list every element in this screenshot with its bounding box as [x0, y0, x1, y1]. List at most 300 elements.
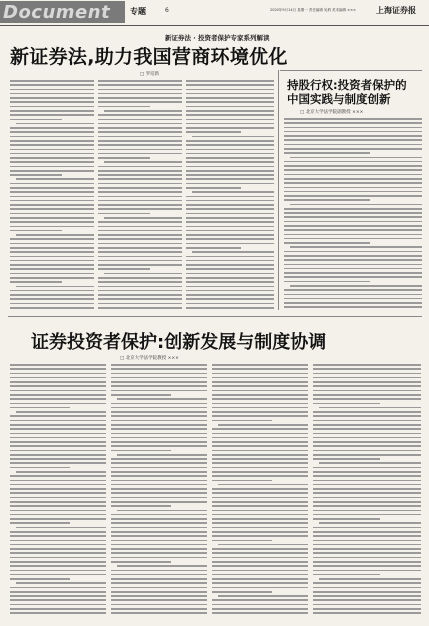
- text-line: [10, 273, 94, 275]
- text-line: [212, 415, 308, 417]
- text-line: [186, 230, 274, 232]
- text-line: [313, 428, 421, 430]
- text-line: [284, 259, 422, 261]
- text-line: [284, 182, 422, 184]
- text-line: [111, 518, 207, 520]
- text-line: [313, 531, 421, 533]
- text-line: [186, 247, 241, 249]
- text-line: [313, 403, 380, 405]
- text-line: [10, 298, 94, 300]
- text-line: [186, 84, 274, 86]
- text-line: [98, 286, 182, 288]
- text-line: [10, 238, 94, 240]
- text-line: [313, 552, 421, 554]
- text-line: [313, 450, 421, 452]
- text-line: [313, 364, 421, 366]
- text-line: [284, 242, 370, 244]
- text-line: [212, 407, 308, 409]
- text-line: [10, 89, 94, 91]
- text-line: [98, 221, 182, 223]
- text-line: [111, 557, 207, 559]
- text-line: [111, 522, 207, 524]
- text-line: [98, 114, 182, 116]
- text-line: [10, 84, 94, 86]
- text-line: [212, 522, 308, 524]
- text-line: [212, 505, 308, 507]
- text-line: [186, 127, 274, 129]
- text-line: [10, 221, 94, 223]
- text-line: [284, 225, 422, 227]
- text-line: [313, 488, 421, 490]
- text-line: [98, 131, 182, 133]
- text-line: [313, 544, 421, 546]
- text-line: [313, 385, 421, 387]
- text-line: [10, 544, 106, 546]
- text-line: [10, 208, 94, 210]
- text-line: [111, 420, 207, 422]
- text-line: [98, 208, 182, 210]
- text-line: [111, 492, 207, 494]
- text-line: [98, 247, 182, 249]
- text-line: [186, 200, 274, 202]
- text-line: [10, 514, 106, 516]
- text-line: [10, 390, 106, 392]
- text-line: [10, 217, 94, 219]
- text-line: [212, 467, 308, 469]
- text-line: [284, 178, 422, 180]
- text-line: [10, 570, 106, 572]
- text-line: [10, 303, 94, 305]
- text-line: [98, 97, 182, 99]
- text-line: [111, 548, 207, 550]
- text-line: [111, 591, 207, 593]
- text-line: [313, 415, 421, 417]
- text-line: [10, 166, 94, 168]
- text-line: [111, 407, 207, 409]
- text-line: [10, 518, 106, 520]
- text-line: [10, 251, 94, 253]
- text-line: [212, 488, 308, 490]
- text-line: [111, 377, 207, 379]
- text-line: [313, 467, 421, 469]
- text-line: [104, 161, 182, 163]
- text-line: [10, 398, 106, 400]
- text-line: [313, 565, 421, 567]
- text-line: [313, 458, 380, 460]
- text-line: [111, 540, 207, 542]
- text-line: [111, 394, 171, 396]
- right-article-body: [284, 118, 422, 312]
- text-line: [313, 480, 421, 482]
- text-line: [16, 286, 94, 288]
- text-line: [10, 501, 106, 503]
- text-line: [10, 131, 94, 133]
- text-line: [192, 136, 274, 138]
- main-article-column: [186, 80, 274, 312]
- text-line: [212, 471, 308, 473]
- text-line: [16, 471, 106, 473]
- text-line: [98, 157, 150, 159]
- text-line: [186, 174, 274, 176]
- text-line: [10, 149, 94, 151]
- text-line: [10, 578, 70, 580]
- text-line: [313, 475, 421, 477]
- text-line: [319, 522, 421, 524]
- text-line: [313, 484, 421, 486]
- text-line: [186, 101, 274, 103]
- text-line: [111, 578, 207, 580]
- text-line: [313, 510, 421, 512]
- text-line: [111, 467, 207, 469]
- text-line: [111, 574, 207, 576]
- text-line: [111, 368, 207, 370]
- text-line: [212, 591, 272, 593]
- text-line: [212, 535, 308, 537]
- text-line: [313, 518, 380, 520]
- text-line: [212, 531, 308, 533]
- text-line: [186, 238, 274, 240]
- text-line: [212, 540, 272, 542]
- text-line: [313, 377, 421, 379]
- text-line: [212, 445, 308, 447]
- text-line: [313, 390, 421, 392]
- text-line: [313, 501, 421, 503]
- text-line: [186, 119, 274, 121]
- text-line: [111, 514, 207, 516]
- text-line: [98, 251, 182, 253]
- text-line: [212, 373, 308, 375]
- text-line: [98, 264, 182, 266]
- text-line: [111, 373, 207, 375]
- text-line: [10, 548, 106, 550]
- text-line: [313, 561, 421, 563]
- text-line: [98, 178, 182, 180]
- text-line: [111, 433, 207, 435]
- text-line: [98, 174, 182, 176]
- text-line: [284, 216, 422, 218]
- text-line: [186, 290, 274, 292]
- text-line: [111, 582, 207, 584]
- text-line: [284, 148, 422, 150]
- text-line: [313, 505, 421, 507]
- text-line: [10, 385, 106, 387]
- text-line: [212, 492, 308, 494]
- text-line: [212, 475, 308, 477]
- text-line: [186, 153, 274, 155]
- bottom-article-column: [212, 364, 308, 620]
- text-line: [10, 433, 106, 435]
- text-line: [319, 462, 421, 464]
- text-line: [284, 238, 422, 240]
- text-line: [212, 527, 308, 529]
- text-line: [212, 518, 308, 520]
- text-line: [313, 557, 421, 559]
- text-line: [284, 251, 422, 253]
- main-headline: 新证券法,助力我国营商环境优化: [10, 46, 288, 68]
- bottom-headline: 证券投资者保护:创新发展与制度协调: [31, 332, 327, 353]
- text-line: [10, 191, 94, 193]
- text-line: [98, 303, 182, 305]
- text-line: [98, 166, 182, 168]
- text-line: [10, 381, 106, 383]
- text-line: [98, 298, 182, 300]
- text-line: [212, 450, 308, 452]
- text-line: [10, 475, 106, 477]
- text-line: [212, 462, 308, 464]
- text-line: [186, 243, 274, 245]
- text-line: [98, 200, 182, 202]
- text-line: [284, 187, 422, 189]
- text-line: [212, 501, 308, 503]
- text-line: [10, 196, 94, 198]
- text-line: [98, 204, 182, 206]
- text-line: [186, 221, 274, 223]
- text-line: [313, 433, 421, 435]
- text-line: [313, 570, 421, 572]
- text-line: [111, 450, 171, 452]
- text-line: [313, 454, 421, 456]
- text-line: [284, 298, 422, 300]
- text-line: [186, 157, 274, 159]
- text-line: [212, 364, 308, 366]
- text-line: [10, 114, 94, 116]
- text-line: [10, 80, 94, 82]
- text-line: [290, 285, 422, 287]
- text-line: [284, 118, 422, 120]
- text-line: [16, 527, 106, 529]
- text-line: [10, 204, 94, 206]
- text-line: [186, 80, 274, 82]
- text-line: [98, 119, 182, 121]
- text-line: [10, 243, 94, 245]
- text-line: [111, 497, 207, 499]
- text-line: [192, 251, 274, 253]
- main-byline: □ 罗培新: [140, 72, 160, 77]
- text-line: [284, 289, 422, 291]
- text-line: [10, 364, 106, 366]
- text-line: [10, 230, 62, 232]
- text-line: [212, 578, 308, 580]
- text-line: [313, 608, 421, 610]
- bottom-article-column: [313, 364, 421, 620]
- text-line: [290, 246, 422, 248]
- text-line: [111, 535, 207, 537]
- text-line: [98, 268, 150, 270]
- text-line: [10, 377, 106, 379]
- column-divider: [278, 70, 279, 310]
- text-line: [10, 561, 106, 563]
- text-line: [111, 364, 207, 366]
- text-line: [10, 420, 106, 422]
- text-line: [218, 595, 308, 597]
- text-line: [117, 398, 207, 400]
- text-line: [186, 149, 274, 151]
- bottom-article-column: [111, 364, 207, 620]
- text-line: [212, 582, 308, 584]
- text-line: [98, 307, 182, 309]
- text-line: [10, 599, 106, 601]
- text-line: [10, 247, 94, 249]
- text-line: [98, 183, 182, 185]
- text-line: [111, 527, 207, 529]
- text-line: [98, 191, 182, 193]
- text-line: [212, 604, 308, 606]
- text-line: [192, 191, 274, 193]
- text-line: [313, 587, 421, 589]
- text-line: [212, 454, 308, 456]
- text-line: [10, 161, 94, 163]
- text-line: [111, 480, 207, 482]
- text-line: [212, 398, 308, 400]
- text-line: [212, 612, 308, 614]
- text-line: [10, 170, 94, 172]
- text-line: [212, 574, 308, 576]
- text-line: [10, 587, 106, 589]
- text-line: [284, 294, 422, 296]
- text-line: [212, 437, 308, 439]
- text-line: [186, 183, 274, 185]
- text-line: [212, 552, 308, 554]
- text-line: [10, 403, 106, 405]
- text-line: [16, 123, 94, 125]
- text-line: [98, 260, 182, 262]
- text-line: [319, 407, 421, 409]
- series-tag: 新证券法 · 投资者保护专家系列解读: [165, 34, 270, 42]
- text-line: [117, 565, 207, 567]
- text-line: [186, 213, 274, 215]
- text-line: [186, 281, 274, 283]
- text-line: [10, 277, 94, 279]
- text-line: [10, 467, 70, 469]
- text-line: [111, 458, 207, 460]
- text-line: [186, 294, 274, 296]
- text-line: [284, 144, 422, 146]
- text-line: [10, 307, 94, 309]
- text-line: [212, 480, 272, 482]
- text-line: [16, 234, 94, 236]
- text-line: [212, 385, 308, 387]
- text-line: [284, 131, 422, 133]
- text-line: [10, 281, 62, 283]
- text-line: [313, 471, 421, 473]
- text-line: [10, 187, 94, 189]
- paper-name: 上海证券报: [376, 5, 416, 15]
- text-line: [284, 234, 422, 236]
- text-line: [10, 441, 106, 443]
- text-line: [111, 595, 207, 597]
- text-line: [290, 204, 422, 206]
- text-line: [10, 595, 106, 597]
- text-line: [111, 501, 207, 503]
- text-line: [212, 587, 308, 589]
- text-line: [284, 229, 422, 231]
- text-line: [10, 157, 94, 159]
- text-line: [111, 531, 207, 533]
- text-line: [313, 445, 421, 447]
- text-line: [212, 368, 308, 370]
- text-line: [98, 277, 182, 279]
- text-line: [218, 484, 308, 486]
- text-line: [212, 390, 308, 392]
- text-line: [284, 139, 422, 141]
- text-line: [10, 557, 106, 559]
- text-line: [284, 276, 422, 278]
- text-line: [10, 428, 106, 430]
- text-line: [104, 110, 182, 112]
- text-line: [111, 471, 207, 473]
- main-article-column: [98, 80, 182, 312]
- text-line: [313, 497, 421, 499]
- text-line: [313, 591, 421, 593]
- text-line: [313, 540, 421, 542]
- text-line: [98, 256, 182, 258]
- text-line: [212, 420, 272, 422]
- text-line: [111, 385, 207, 387]
- text-line: [111, 488, 207, 490]
- text-line: [98, 187, 182, 189]
- text-line: [186, 208, 274, 210]
- text-line: [10, 552, 106, 554]
- text-line: [10, 565, 106, 567]
- text-line: [10, 200, 94, 202]
- right-byline: □ 北京大学法学院副教授 ×××: [300, 110, 364, 115]
- text-line: [186, 217, 274, 219]
- text-line: [10, 110, 94, 112]
- text-line: [10, 437, 106, 439]
- text-line: [111, 505, 171, 507]
- text-line: [10, 608, 106, 610]
- text-line: [186, 260, 274, 262]
- text-line: [212, 608, 308, 610]
- text-line: [98, 238, 182, 240]
- text-line: [10, 574, 106, 576]
- text-line: [111, 390, 207, 392]
- text-line: [98, 281, 182, 283]
- text-line: [98, 93, 182, 95]
- text-line: [10, 522, 70, 524]
- text-line: [10, 535, 106, 537]
- masthead: [0, 0, 429, 28]
- text-line: [10, 505, 106, 507]
- masthead-title: Document: [3, 2, 111, 23]
- right-article-top-rule: [280, 70, 422, 71]
- text-line: [313, 548, 421, 550]
- text-line: [111, 411, 207, 413]
- text-line: [284, 174, 422, 176]
- text-line: [284, 264, 422, 266]
- text-line: [212, 570, 308, 572]
- text-line: [16, 178, 94, 180]
- text-line: [313, 582, 421, 584]
- text-line: [186, 204, 274, 206]
- text-line: [98, 140, 182, 142]
- text-line: [111, 612, 207, 614]
- text-line: [186, 161, 274, 163]
- text-line: [16, 411, 106, 413]
- text-line: [10, 290, 94, 292]
- text-line: [98, 144, 182, 146]
- text-line: [98, 294, 182, 296]
- text-line: [212, 377, 308, 379]
- text-line: [284, 302, 422, 304]
- text-line: [10, 454, 106, 456]
- text-line: [10, 591, 106, 593]
- text-line: [313, 398, 421, 400]
- text-line: [111, 599, 207, 601]
- bottom-byline: □ 北京大学法学院教授 ×××: [120, 356, 179, 361]
- text-line: [10, 119, 62, 121]
- text-line: [111, 587, 207, 589]
